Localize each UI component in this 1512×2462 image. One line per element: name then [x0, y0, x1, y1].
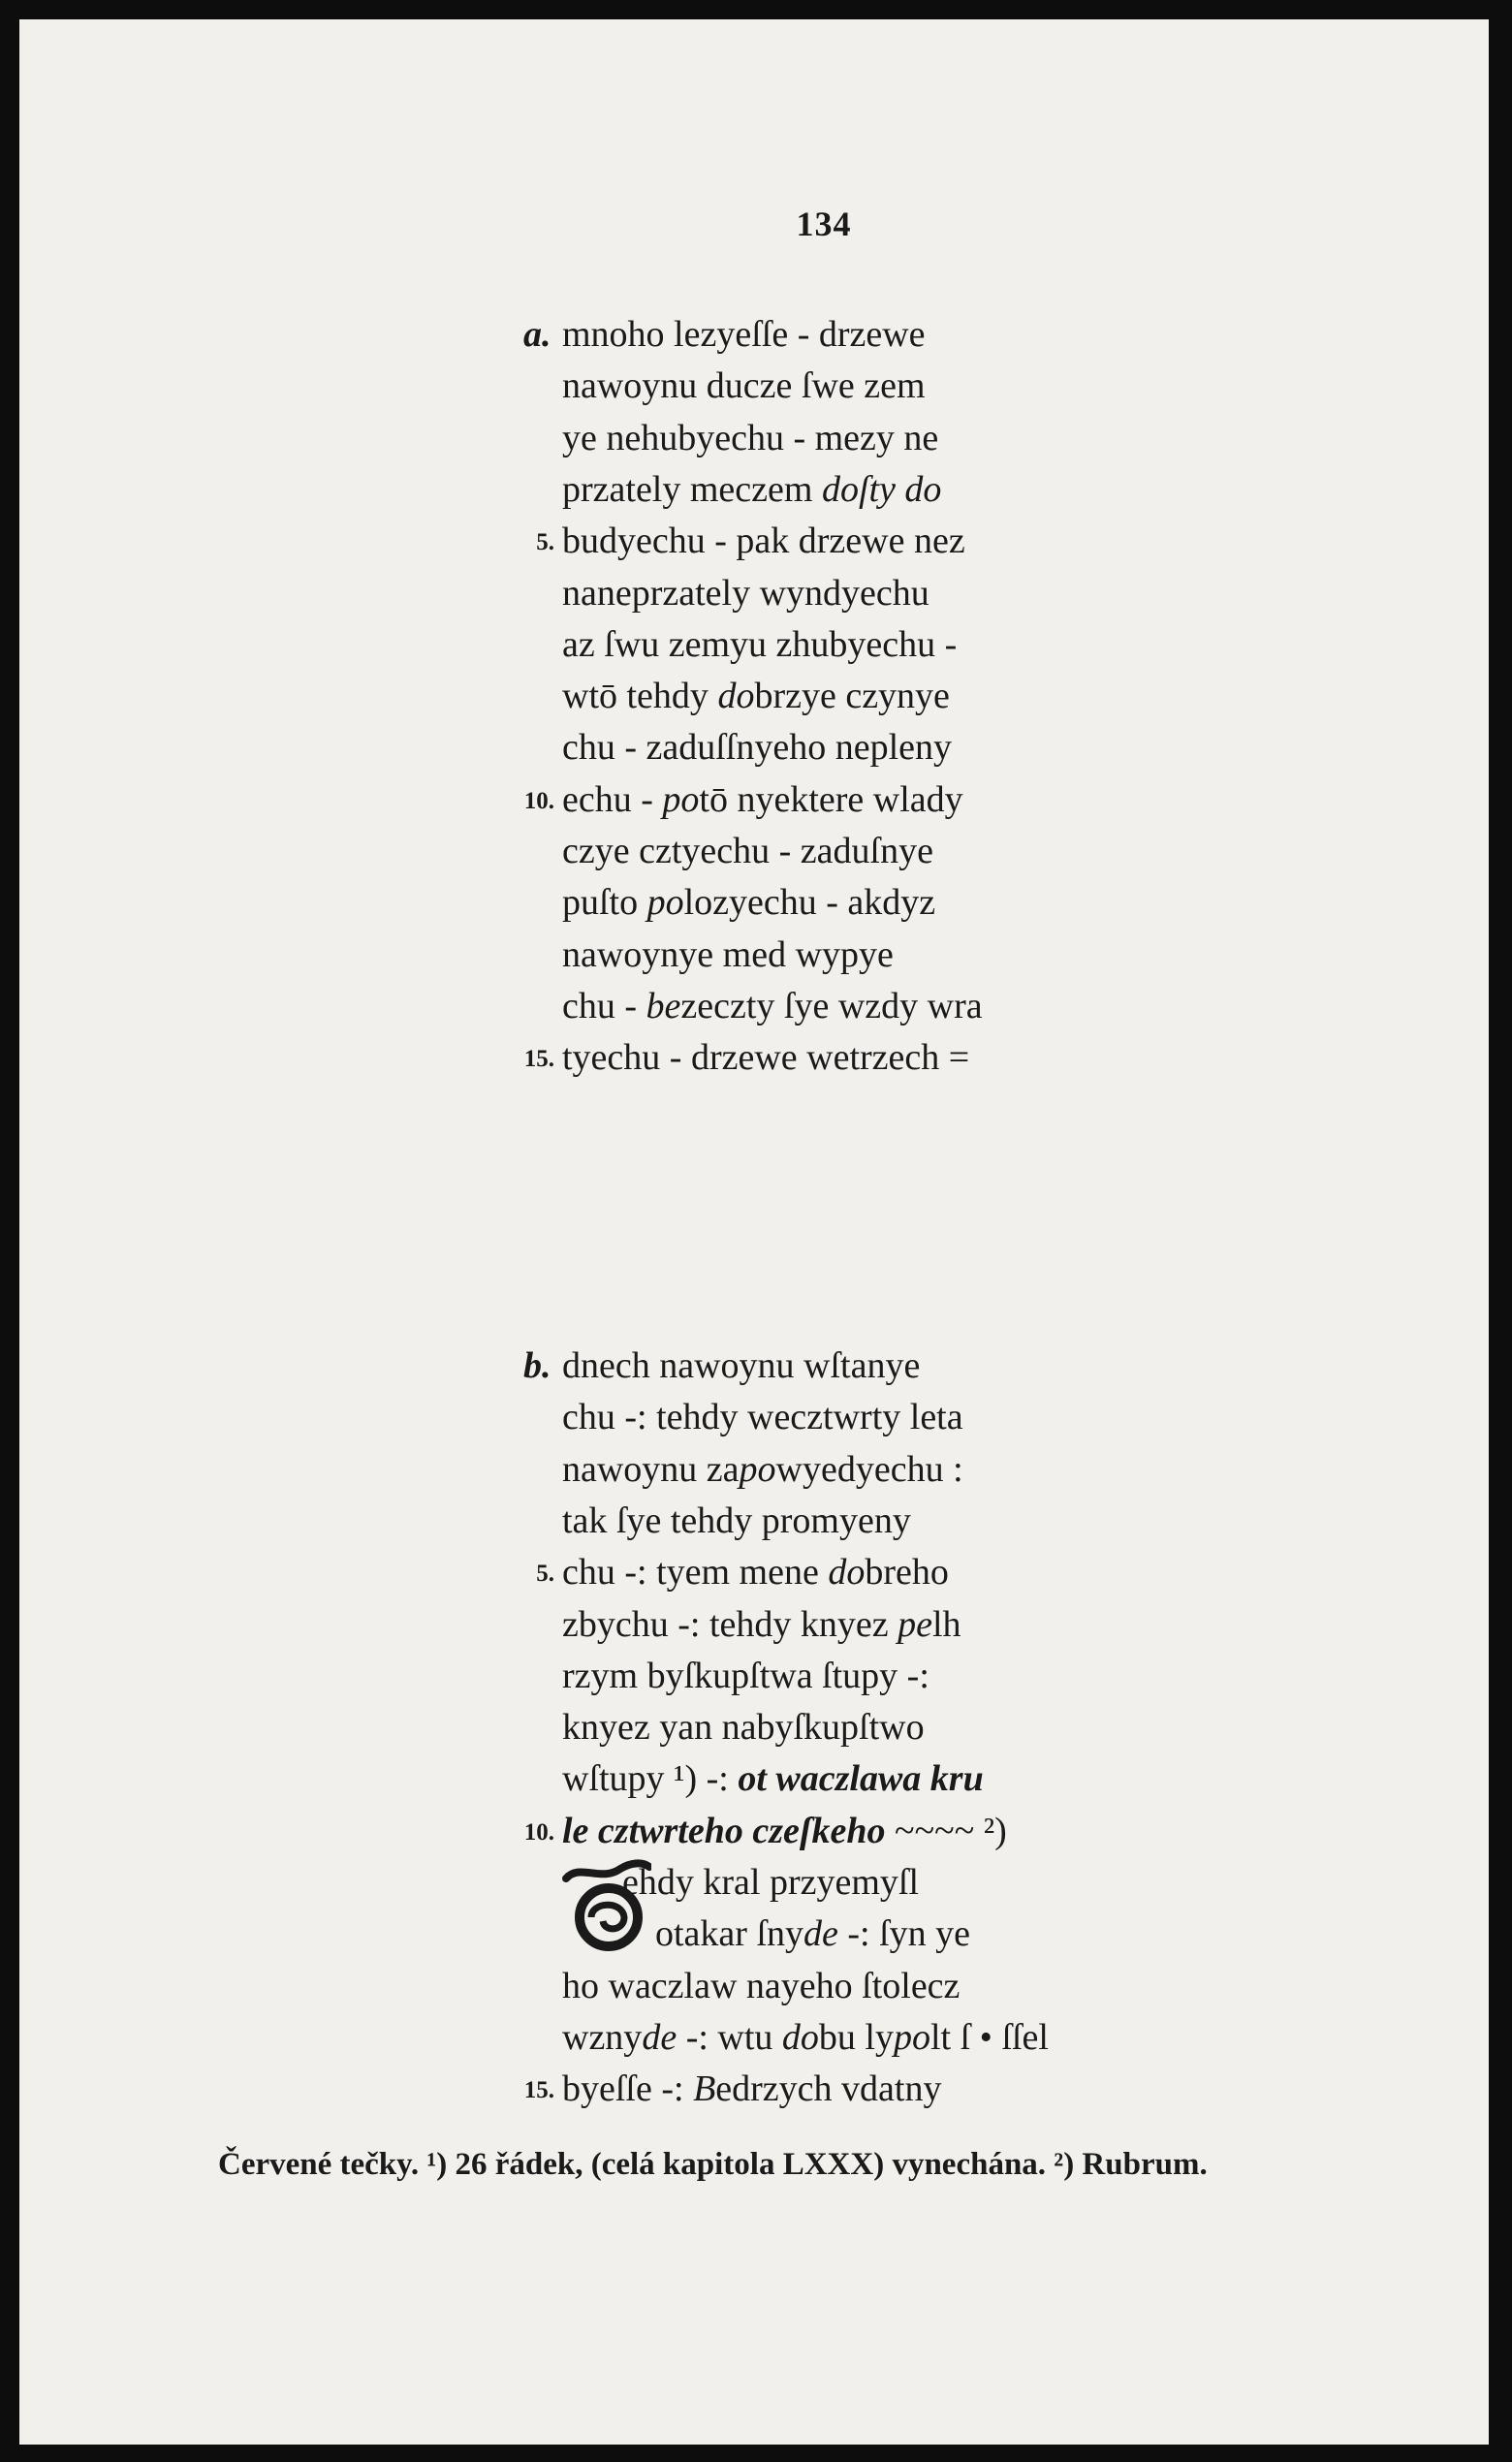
verse-text: do [828, 1552, 866, 1594]
verse-line [523, 1805, 1007, 1857]
verse-text: do [781, 2016, 819, 2058]
verse-text: chu -: tyem mene [562, 1552, 829, 1594]
verse-text: ~~~~ ²) [885, 1810, 1007, 1851]
verse-text: wzny [562, 2016, 643, 2058]
verse-text: chu - zaduſſnyeho nepleny [562, 727, 953, 769]
verse-text: zbychu -: tehdy knyez [562, 1603, 898, 1645]
verse-line [562, 1650, 929, 1702]
verse-text: ho waczlaw nayeho ſtolecz [562, 1965, 961, 2006]
verse-text: byeſſe -: [562, 2068, 694, 2110]
verse-text: doſty do [821, 468, 942, 510]
verse-text: az ſwu zemyu zhubyechu - [562, 623, 958, 665]
verse-text: nawoynu ducze ſwe zem [562, 365, 926, 407]
verse-text: ot waczlawa kru [738, 1758, 984, 1800]
verse-text: de [642, 2016, 677, 2058]
verse-line [562, 1443, 963, 1496]
verse-line [562, 1960, 960, 2012]
verse-text: tō nyektere wlady [699, 778, 963, 820]
verse-line [562, 1752, 984, 1805]
verse-text: do [717, 676, 755, 717]
verse-text: po [893, 2016, 930, 2058]
verse-text: de [803, 1913, 838, 1955]
verse-line [523, 1031, 970, 1084]
verse-text: tyechu - drzewe wetrzech = [562, 1037, 970, 1079]
verse-line [562, 1598, 961, 1651]
verse-line [562, 463, 941, 516]
verse-line [523, 773, 963, 826]
verse-text: lt ſ • ſſel [929, 2016, 1049, 2058]
verse-text: zeczty ſye wzdy wra [680, 985, 983, 1026]
line-number: 10. [523, 787, 554, 814]
verse-text: otakar ſny [655, 1913, 804, 1955]
verse-line [523, 1340, 921, 1392]
verse-text: nawoynye med wypye [562, 933, 894, 975]
verse-line [562, 1495, 911, 1547]
section-marker: b. [523, 1345, 551, 1386]
verse-line [562, 929, 894, 981]
verse-text: tak ſye tehdy promyeny [562, 1499, 911, 1541]
verse-line [562, 670, 950, 722]
verse-text: rzym byſkupſtwa ſtupy -: [562, 1655, 929, 1696]
verse-line [562, 1391, 963, 1443]
line-number: 15. [523, 2077, 554, 2104]
verse-text: -: ſyn ye [837, 1913, 971, 1955]
verse-text: po [662, 778, 700, 820]
verse-text: lh [931, 1603, 961, 1645]
verse-text: B [693, 2068, 716, 2110]
verse-line [562, 2011, 1049, 2064]
verse-text: lozyechu - akdyz [683, 882, 936, 924]
page-number: 134 [796, 205, 852, 243]
verse-text: breho [865, 1552, 949, 1594]
verse-line [536, 1546, 949, 1598]
verse-text: po [646, 882, 684, 924]
verse-text: wyedyechu : [775, 1448, 963, 1490]
verse-line [536, 515, 965, 567]
verse-text: brzye czynye [754, 676, 950, 717]
verse-text: chu -: tehdy wecztwrty leta [562, 1397, 963, 1438]
verse-line [562, 412, 938, 464]
document-page [19, 19, 1489, 2445]
verse-text: nawoynu za [562, 1448, 740, 1490]
line-number: 10. [523, 1818, 554, 1846]
verse-text: bu ly [818, 2016, 894, 2058]
line-number: 5. [536, 529, 554, 556]
verse-text: edrzych vdatny [715, 2068, 942, 2110]
verse-text: wſtupy ¹) -: [562, 1758, 739, 1800]
verse-text: po [739, 1448, 776, 1490]
verse-line [562, 825, 933, 877]
verse-text: ehdy kral przyemyſl [622, 1862, 920, 1903]
line-number: 5. [536, 1561, 554, 1588]
verse-text: le cztwrteho czeſkeho [562, 1810, 886, 1851]
verse-line [562, 567, 929, 619]
verse-text: pe [898, 1603, 932, 1645]
verse-line [622, 1856, 919, 1909]
verse-text: knyez yan nabyſkupſtwo [562, 1707, 925, 1749]
verse-text: budyechu - pak drzewe nez [562, 521, 965, 562]
verse-line [523, 2063, 942, 2115]
verse-line [562, 980, 983, 1032]
verse-text: dnech nawoynu wſtanye [562, 1345, 921, 1386]
verse-text: puſto [562, 882, 647, 924]
verse-line [523, 308, 926, 361]
footnote: Červené tečky. ¹) 26 řádek, (celá kapitola LXXX) vynechána. ²) Rubrum. [218, 2147, 1208, 2182]
line-number: 15. [523, 1046, 554, 1073]
verse-line [562, 618, 957, 671]
verse-text: ye nehubyechu - mezy ne [562, 417, 939, 458]
verse-text: mnoho lezyeſſe - drzewe [562, 314, 926, 355]
verse-line [655, 1908, 970, 1960]
verse-line [562, 721, 952, 773]
verse-text: naneprzately wyndyechu [562, 572, 929, 614]
verse-text: czye cztyechu - zaduſnye [562, 831, 933, 871]
verse-line [562, 1701, 925, 1753]
verse-text: echu - [562, 778, 663, 820]
verse-text: -: wtu [677, 2016, 782, 2058]
verse-line [562, 876, 935, 929]
verse-text: chu - [562, 985, 646, 1026]
verse-text: be [646, 985, 681, 1026]
verse-text: przately meczem [562, 468, 822, 510]
verse-line [562, 360, 926, 412]
verse-text: wtō tehdy [562, 676, 718, 717]
section-marker: a. [523, 314, 551, 355]
